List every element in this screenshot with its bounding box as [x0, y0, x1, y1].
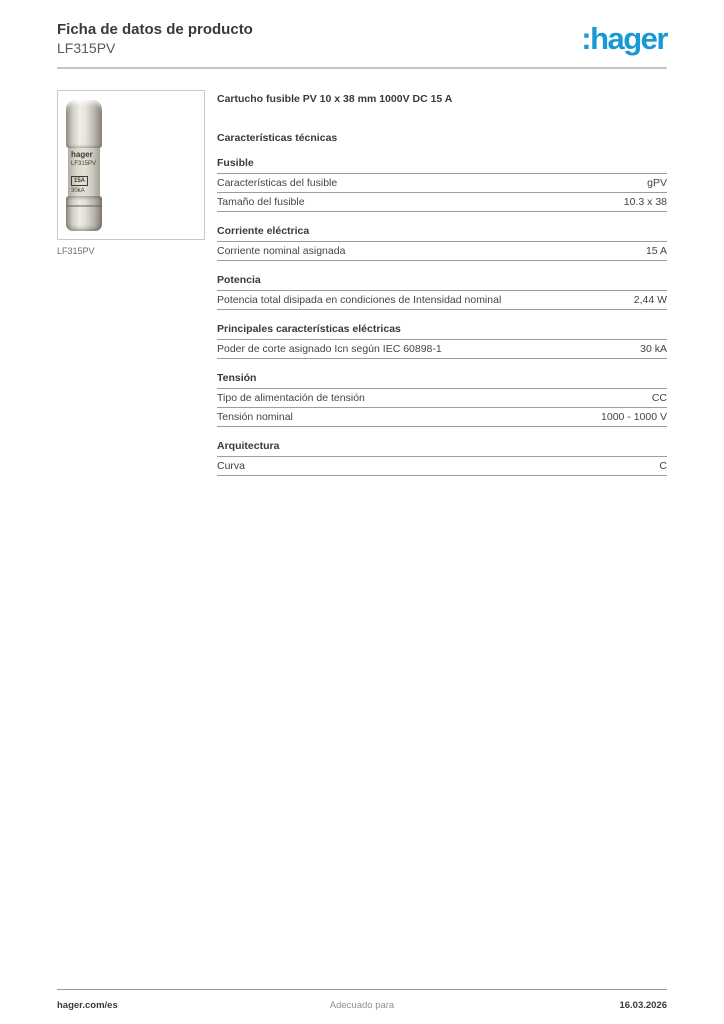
- spec-row: [217, 389, 667, 408]
- spec-row: [217, 242, 667, 261]
- product-description: Cartucho fusible PV 10 x 38 mm 1000V DC 15 A: [217, 93, 453, 105]
- spec-value: CC: [651, 392, 667, 404]
- section-arquitectura: [217, 440, 667, 476]
- section-corriente: [217, 225, 667, 261]
- tech-characteristics-title: Características técnicas: [217, 132, 338, 144]
- spec-table: [217, 90, 667, 476]
- spec-value: 10.3 x 38: [623, 196, 667, 208]
- footer-suitability-text: Adecuado para: [329, 1000, 395, 1011]
- spec-row: [217, 174, 667, 193]
- product-image: [57, 90, 205, 240]
- section-tension: [217, 372, 667, 427]
- fuse-rating-marking: 15A: [71, 176, 88, 186]
- section-heading: Fusible: [217, 157, 667, 174]
- footer-date: 16.03.2026: [619, 1000, 667, 1011]
- fuse-breaking-marking: 30kA: [71, 188, 85, 194]
- fuse-bottom-cap: [66, 196, 102, 231]
- header-text: [57, 20, 253, 57]
- fuse-top-cap: [66, 100, 102, 148]
- page-title: Ficha de datos de producto: [57, 21, 253, 38]
- spec-label: Potencia total disipada en condiciones de Intensidad nominal: [217, 294, 502, 306]
- section-caracteristicas-electricas: [217, 323, 667, 359]
- spec-row: [217, 408, 667, 427]
- spec-label: Curva: [217, 460, 246, 472]
- fuse-body: [68, 148, 100, 196]
- fuse-illustration: [66, 100, 102, 231]
- footer-website-link[interactable]: hager.com/es: [57, 1000, 118, 1011]
- product-image-caption: LF315PV: [57, 246, 95, 256]
- section-heading: Arquitectura: [217, 440, 667, 457]
- spec-value: 2,44 W: [633, 294, 667, 306]
- product-image-column: [57, 90, 205, 476]
- hager-logo: :hager: [581, 21, 667, 56]
- section-heading: Principales características eléctricas: [217, 323, 667, 340]
- spec-label: Características del fusible: [217, 177, 338, 189]
- fuse-brand-marking: hager: [71, 150, 93, 159]
- spec-value: 1000 - 1000 V: [601, 411, 667, 423]
- spec-row: [217, 291, 667, 310]
- spec-label: Corriente nominal asignada: [217, 245, 346, 257]
- spec-value: gPV: [647, 177, 667, 189]
- spec-row: [217, 457, 667, 476]
- page-header: [57, 20, 667, 57]
- page-footer: [57, 989, 667, 1011]
- product-reference: LF315PV: [57, 40, 116, 56]
- spec-value: 30 kA: [640, 343, 667, 355]
- footer-divider: [57, 989, 667, 990]
- spec-row: [217, 340, 667, 359]
- content-area: [57, 90, 667, 476]
- section-heading: Potencia: [217, 274, 667, 291]
- section-fusible: [217, 157, 667, 212]
- header-divider: [57, 67, 667, 69]
- spec-label: Tipo de alimentación de tensión: [217, 392, 365, 404]
- spec-label: Poder de corte asignado Icn según IEC 60898-1: [217, 343, 442, 355]
- spec-label: Tensión nominal: [217, 411, 293, 423]
- spec-label: Tamaño del fusible: [217, 196, 305, 208]
- section-heading: Corriente eléctrica: [217, 225, 667, 242]
- spec-row: [217, 193, 667, 212]
- fuse-model-marking: LF315PV: [71, 161, 97, 167]
- section-heading: Tensión: [217, 372, 667, 389]
- spec-value: C: [659, 460, 667, 472]
- section-potencia: [217, 274, 667, 310]
- spec-value: 15 A: [645, 245, 667, 257]
